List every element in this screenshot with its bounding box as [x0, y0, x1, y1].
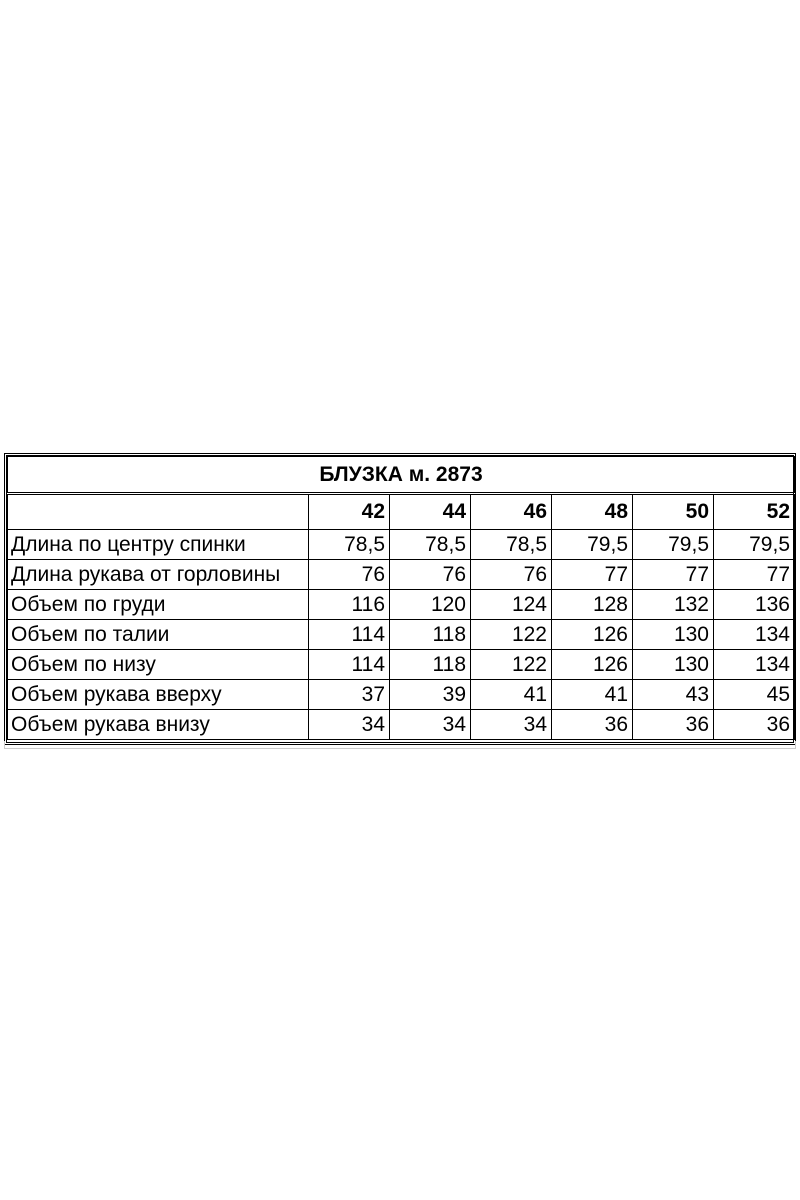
measure-cell: 130: [633, 620, 714, 650]
measure-cell: 77: [552, 560, 633, 590]
measure-cell: 136: [714, 590, 795, 620]
measure-cell: 77: [633, 560, 714, 590]
row-label: Объем рукава внизу: [8, 710, 309, 740]
measure-cell: 79,5: [552, 530, 633, 560]
row-label: Объем по низу: [8, 650, 309, 680]
measure-cell: 78,5: [390, 530, 471, 560]
measure-cell: 134: [714, 650, 795, 680]
measure-cell: 34: [309, 710, 390, 740]
header-corner-cell: [8, 494, 309, 530]
measure-cell: 36: [714, 710, 795, 740]
measure-cell: 79,5: [714, 530, 795, 560]
measure-cell: 45: [714, 680, 795, 710]
size-table-container: [4, 453, 796, 745]
measure-cell: 116: [309, 590, 390, 620]
measure-cell: 76: [471, 560, 552, 590]
measure-cell: 36: [552, 710, 633, 740]
size-header-cell: 42: [309, 494, 390, 530]
table-row: [8, 590, 795, 620]
row-label: Длина рукава от горловины: [8, 560, 309, 590]
table-title: БЛУЗКА м. 2873: [8, 457, 795, 494]
size-header-cell: 48: [552, 494, 633, 530]
measure-cell: 114: [309, 650, 390, 680]
measure-cell: 37: [309, 680, 390, 710]
measure-cell: 124: [471, 590, 552, 620]
table-row: [8, 560, 795, 590]
measure-cell: 114: [309, 620, 390, 650]
row-label: Объем по талии: [8, 620, 309, 650]
row-label: Объем по груди: [8, 590, 309, 620]
measure-cell: 79,5: [633, 530, 714, 560]
measure-cell: 43: [633, 680, 714, 710]
measure-cell: 128: [552, 590, 633, 620]
measure-cell: 39: [390, 680, 471, 710]
measure-cell: 78,5: [471, 530, 552, 560]
measure-cell: 78,5: [309, 530, 390, 560]
measure-cell: 120: [390, 590, 471, 620]
measure-cell: 118: [390, 620, 471, 650]
measure-cell: 118: [390, 650, 471, 680]
table-bottom-border: [4, 741, 796, 749]
size-table: [7, 456, 795, 740]
table-row: [8, 530, 795, 560]
size-header-cell: 52: [714, 494, 795, 530]
table-row: [8, 650, 795, 680]
measure-cell: 126: [552, 620, 633, 650]
measure-cell: 77: [714, 560, 795, 590]
measure-cell: 34: [390, 710, 471, 740]
measure-cell: 41: [471, 680, 552, 710]
measure-cell: 122: [471, 620, 552, 650]
table-row: [8, 620, 795, 650]
table-row: [8, 680, 795, 710]
table-row: [8, 710, 795, 740]
row-label: Объем рукава вверху: [8, 680, 309, 710]
measure-cell: 122: [471, 650, 552, 680]
size-header-cell: 50: [633, 494, 714, 530]
measure-cell: 126: [552, 650, 633, 680]
measure-cell: 76: [309, 560, 390, 590]
measure-cell: 132: [633, 590, 714, 620]
size-header-cell: 46: [471, 494, 552, 530]
measure-cell: 41: [552, 680, 633, 710]
measure-cell: 34: [471, 710, 552, 740]
measure-cell: 130: [633, 650, 714, 680]
measure-cell: 134: [714, 620, 795, 650]
size-header-row: [8, 494, 795, 530]
row-label: Длина по центру спинки: [8, 530, 309, 560]
title-row: [8, 457, 795, 494]
measure-cell: 76: [390, 560, 471, 590]
measure-cell: 36: [633, 710, 714, 740]
size-header-cell: 44: [390, 494, 471, 530]
